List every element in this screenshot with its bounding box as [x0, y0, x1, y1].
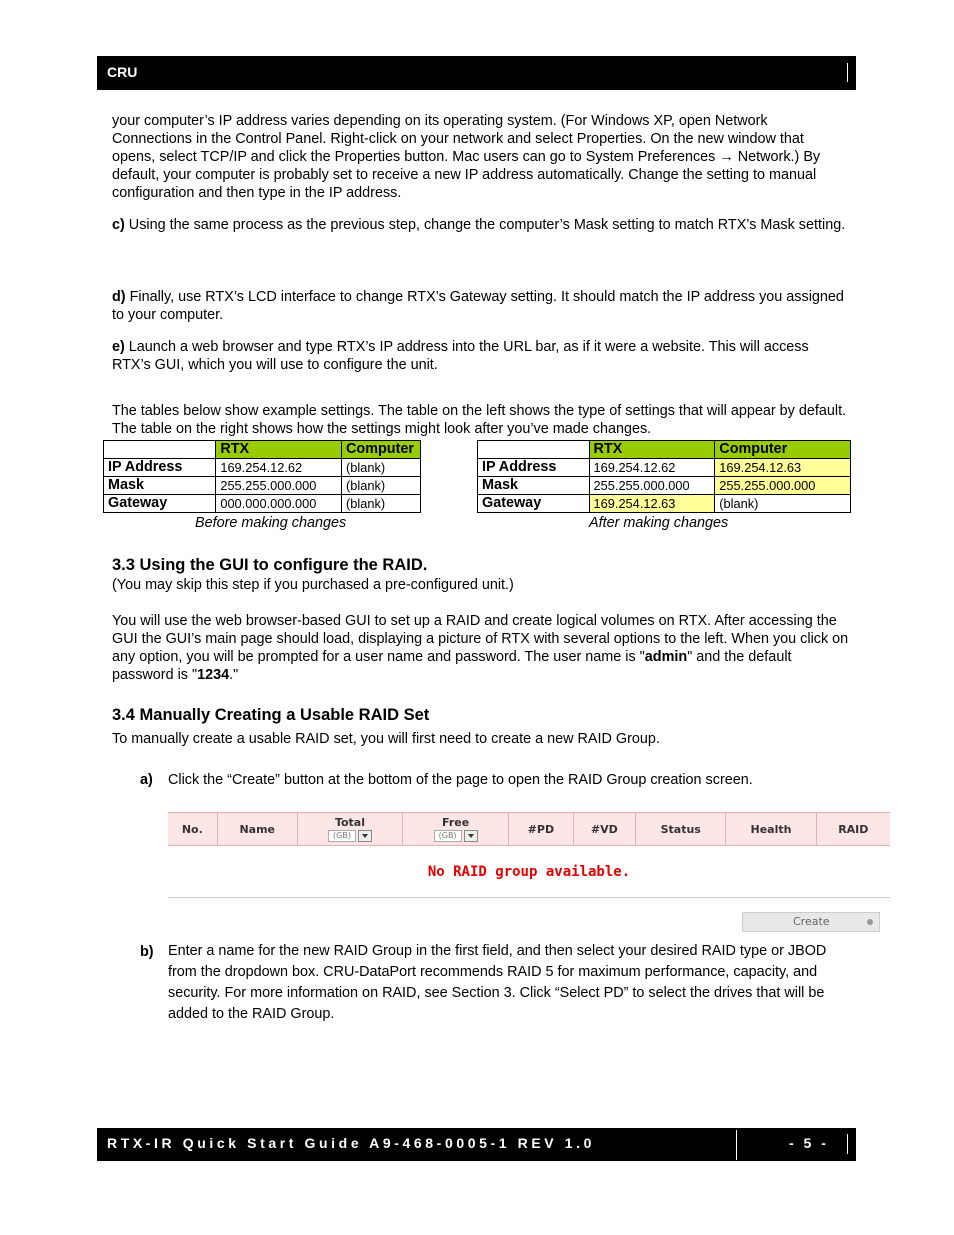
table-cell: (blank): [342, 495, 421, 513]
section-3-3-note: (You may skip this step if you purchased a pre-configured unit.): [112, 577, 514, 593]
column-vd: #VD: [574, 813, 636, 845]
column-no: No.: [168, 813, 218, 845]
row-label: Gateway: [104, 495, 216, 513]
body-text: .": [229, 667, 239, 683]
row-label: IP Address: [104, 459, 216, 477]
footer-document-title: RTX-IR Quick Start Guide A9-468-0005-1 REV 1.0: [107, 1135, 595, 1151]
table-cell: 169.254.12.62: [216, 459, 342, 477]
unit-label: (GB): [328, 830, 356, 842]
column-total-label: Total: [334, 816, 366, 829]
table-cell: (blank): [715, 495, 851, 513]
column-total: [298, 813, 403, 845]
settings-table-before: [103, 440, 421, 513]
step-d-paragraph: [112, 288, 850, 324]
table-after-caption: After making changes: [589, 515, 729, 531]
footer-page-number: - 5 -: [789, 1135, 829, 1151]
table-cell: 255.255.000.000: [589, 477, 715, 495]
column-health: Health: [726, 813, 816, 845]
table-cell: 000.000.000.000: [216, 495, 342, 513]
create-button[interactable]: [742, 912, 880, 932]
step-e-paragraph: [112, 338, 850, 374]
intro-paragraph: your computer’s IP address varies depending on its operating system. (For Windows XP, open Network Connections in the Control Panel. Right-click on your network and select Properties. On the new window that opens, select TCP/IP and click the Properties button. Mac users can go to System Preferences → Network.) By default, your computer is probably set to receive a new IP address automatically. Change the setting to manual configuration and then type in the IP address.: [112, 113, 821, 201]
row-label: Mask: [478, 477, 590, 495]
free-unit-select[interactable]: [434, 830, 478, 842]
table-row: [104, 495, 421, 513]
total-unit-select[interactable]: [328, 830, 372, 842]
dropdown-arrow-icon: [358, 830, 372, 842]
table-row: [478, 477, 851, 495]
table-cell-changed: 169.254.12.63: [589, 495, 715, 513]
tables-intro-paragraph: The tables below show example settings. The table on the left shows the type of settings that will appear by default. The table on the right shows how the settings might look after you’ve made changes.: [112, 403, 847, 437]
section-3-3-heading: 3.3 Using the GUI to configure the RAID.: [112, 556, 428, 574]
table-row: [104, 477, 421, 495]
column-free-label: Free: [442, 816, 470, 829]
raid-group-table-header: [168, 812, 890, 846]
body-text: " and the default password is ": [112, 649, 792, 683]
table-cell: 169.254.12.62: [589, 459, 715, 477]
table-row: [478, 495, 851, 513]
table-header-cell: RTX: [216, 441, 342, 459]
table-header-cell: RTX: [589, 441, 715, 459]
table-header-cell: [478, 441, 590, 459]
step-d-text: Finally, use RTX’s LCD interface to change RTX’s Gateway setting. It should match the IP address you assigned to your computer.: [112, 289, 844, 323]
table-cell: (blank): [342, 459, 421, 477]
table-before-caption: Before making changes: [195, 515, 347, 531]
row-label: Gateway: [478, 495, 590, 513]
table-cell-changed: 169.254.12.63: [715, 459, 851, 477]
step-e-label: e): [112, 339, 125, 355]
section-3-4-intro: To manually create a usable RAID set, you will first need to create a new RAID Group.: [112, 731, 660, 747]
step-b-label: b): [140, 944, 154, 960]
table-header-cell: Computer: [715, 441, 851, 459]
bullet-icon: [867, 919, 873, 925]
unit-label: (GB): [434, 830, 462, 842]
column-status: Status: [636, 813, 726, 845]
column-pd: #PD: [509, 813, 573, 845]
column-name: Name: [218, 813, 298, 845]
settings-table-after: [477, 440, 851, 513]
table-header-cell: [104, 441, 216, 459]
column-raid: RAID: [838, 822, 869, 836]
table-row: [104, 459, 421, 477]
step-d-label: d): [112, 289, 126, 305]
default-username: admin: [644, 649, 688, 665]
step-a-label: a): [140, 772, 153, 788]
header-divider: [847, 63, 848, 82]
row-label: IP Address: [478, 459, 590, 477]
gui-divider: [168, 897, 890, 898]
section-3-3-body: [112, 612, 850, 684]
table-cell: 255.255.000.000: [216, 477, 342, 495]
table-cell-changed: 255.255.000.000: [715, 477, 851, 495]
header-bar: [97, 56, 856, 90]
default-password: 1234: [197, 667, 230, 683]
step-e-text: Launch a web browser and type RTX’s IP address into the URL bar, as if it were a website. This will access RTX’s GUI, which you will use to configure the unit.: [112, 339, 809, 373]
body-text: You will use the web browser-based GUI to set up a RAID and create logical volumes on RTX. After accessing the GUI the GUI’s main page should load, displaying a picture of RTX with several options to the left. When you click on any option, you will be prompted for a user name and password. The user name is ": [112, 613, 849, 665]
step-c-text: Using the same process as the previous step, change the computer’s Mask setting to match RTX’s Mask setting.: [124, 217, 846, 233]
step-c-label: c): [112, 217, 125, 233]
step-a-text: Click the “Create” button at the bottom of the page to open the RAID Group creation screen.: [168, 772, 753, 788]
table-row: [478, 459, 851, 477]
table-header-cell: Computer: [342, 441, 421, 459]
footer-separator: [736, 1130, 743, 1160]
table-header-row: [104, 441, 421, 459]
step-c-paragraph: [112, 216, 850, 234]
table-header-row: [478, 441, 851, 459]
create-button-label: Create: [793, 915, 830, 928]
row-label: Mask: [104, 477, 216, 495]
column-free: [403, 813, 509, 845]
dropdown-arrow-icon: [464, 830, 478, 842]
header-title: CRU: [107, 64, 138, 80]
section-3-4-heading: 3.4 Manually Creating a Usable RAID Set: [112, 706, 430, 724]
step-b-text: Enter a name for the new RAID Group in the first field, and then select your desired RAID type or JBOD from the dropdown box. CRU-DataPort recommends RAID 5 for maximum performance, capacity, and security. For more information on RAID, see Section 3. Click “Select PD” to select the drives that will be added to the RAID Group.: [168, 943, 827, 1022]
table-cell: (blank): [342, 477, 421, 495]
footer-divider: [847, 1134, 848, 1154]
empty-state-message: No RAID group available.: [427, 864, 631, 880]
